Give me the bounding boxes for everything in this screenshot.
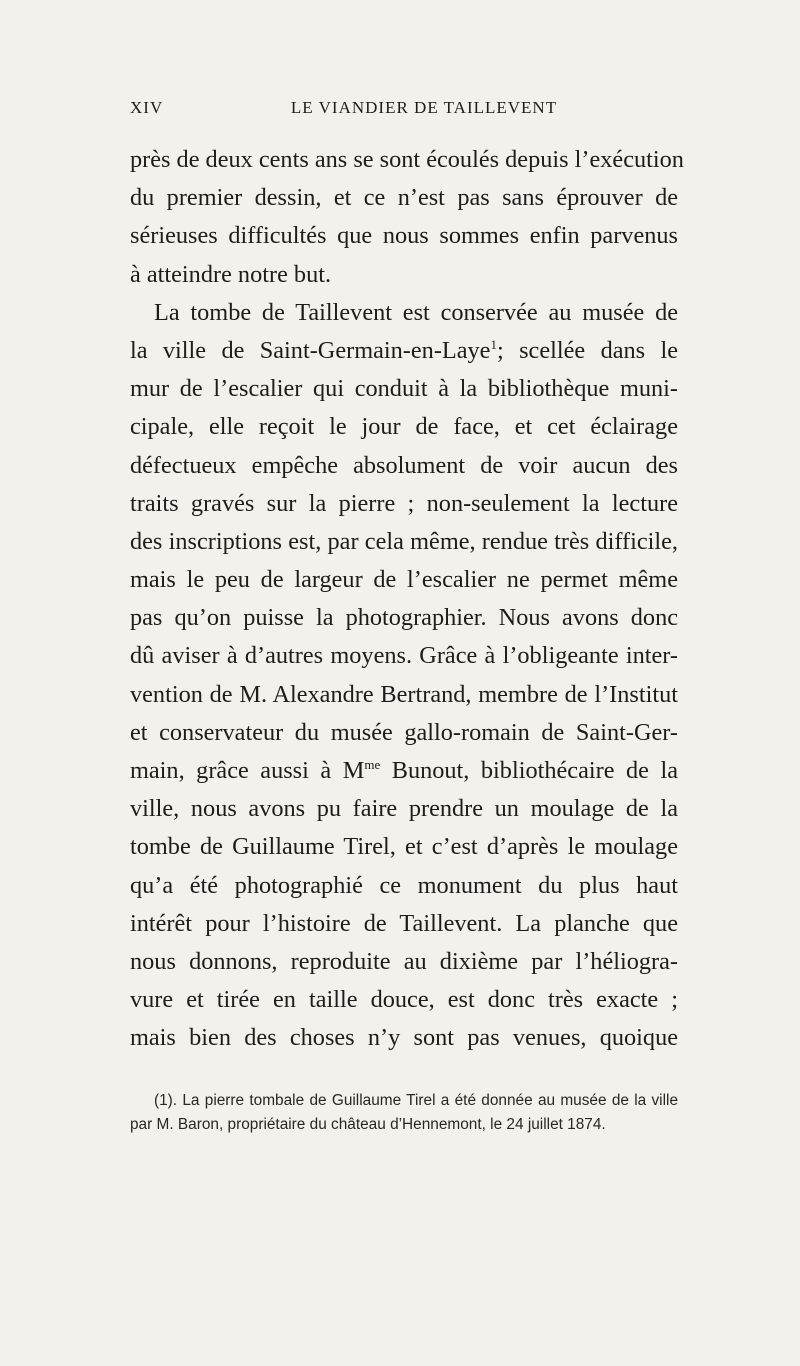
text-fragment: la ville de Saint-Germain-en-Laye [130,336,491,364]
text-fragment: main, grâce aussi à M [130,757,365,784]
text-line: à atteindre notre but. [130,260,332,288]
text-line: mais bien des choses n’y sont pas venues, quoique [130,1024,678,1052]
text-fragment: ; scellée dans le [496,336,679,364]
text-line: qu’a été photographié ce monument du plus haut [130,871,678,899]
text-line [130,332,678,370]
footnote-line: (1). La pierre tombale de Guillaume Tirel a été donnée au musée de la ville [154,1092,678,1109]
footnote-reference: 1 [490,336,497,352]
body-text [130,141,684,1058]
text-line: mais le peu de largeur de l’escalier ne permet même [130,566,678,594]
footnote-line: par M. Baron, propriétaire du château d’Hennemont, le 24 juillet 1874. [130,1116,606,1133]
text-line: cipale, elle reçoit le jour de face, et cet éclairage [130,413,678,441]
running-title: LE VIANDIER DE TAILLEVENT [290,98,558,117]
page-number: XIV [130,98,164,117]
text-line: nous donnons, reproduite au dixième par l’héliogra- [130,947,678,975]
text-line: mur de l’escalier qui conduit à la bibliothèque muni- [130,375,678,403]
text-line: pas qu’on puisse la photographier. Nous avons donc [130,604,678,632]
text-line: vure et tirée en taille douce, est donc très exacte ; [130,986,678,1014]
text-fragment: Bunout, bibliothécaire de la [380,757,679,784]
superscript: me [364,757,381,772]
text-line: La tombe de Taillevent est conservée au musée de [154,298,678,326]
text-line: ville, nous avons pu faire prendre un moulage de la [130,795,678,823]
text-line: tombe de Guillaume Tirel, et c’est d’après le moulage [130,833,678,861]
text-line: dû aviser à d’autres moyens. Grâce à l’obligeante inter- [130,642,678,670]
text-line [130,752,678,790]
text-line: des inscriptions est, par cela même, rendue très difficile, [130,527,678,555]
text-line: sérieuses difficultés que nous sommes enfin parvenus [130,222,678,250]
text-line: et conservateur du musée gallo-romain de Saint-Ger- [130,718,678,746]
text-line: vention de M. Alexandre Bertrand, membre de l’Institut [130,680,678,708]
footnotes [130,1089,678,1137]
text-line: près de deux cents ans se sont écoulés depuis l’exécution [130,146,684,173]
text-line: traits gravés sur la pierre ; non-seulement la lecture [130,489,678,517]
running-head [130,98,678,122]
text-line: intérêt pour l’histoire de Taillevent. La planche que [130,909,678,937]
text-line: du premier dessin, et ce n’est pas sans éprouver de [130,184,678,212]
text-line: défectueux empêche absolument de voir aucun des [130,451,678,479]
